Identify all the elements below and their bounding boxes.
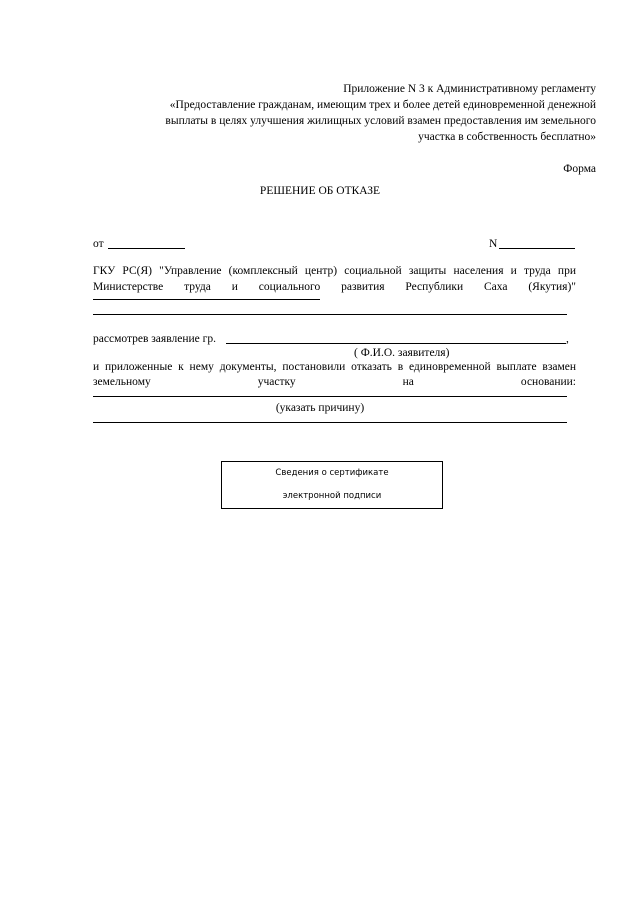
number-field-line [499, 248, 575, 249]
document-title: РЕШЕНИЕ ОБ ОТКАЗЕ [259, 185, 381, 197]
applicant-prefix: рассмотрев заявление гр. [93, 333, 216, 345]
date-field-line [108, 248, 185, 249]
blank-line-3 [93, 422, 567, 423]
org-line-2: Министерстве труда и социального развития Республики Саха (Якутия)" [93, 281, 576, 293]
form-label: Форма [563, 163, 596, 175]
header-line-3: выплаты в целях улучшения жилищных условий взамен предоставления им земельного [165, 115, 596, 127]
header-line-4: участка в собственность бесплатно» [418, 131, 596, 143]
signature-certificate-box [221, 461, 443, 509]
blank-line-1 [93, 314, 567, 315]
org-underline [93, 299, 320, 300]
applicant-suffix: , [566, 333, 569, 345]
date-prefix: от [93, 238, 104, 250]
signature-box-line-1: Сведения о сертификате [275, 468, 389, 478]
applicant-hint: ( Ф.И.О. заявителя) [354, 347, 450, 359]
signature-box-line-2: электронной подписи [282, 491, 382, 501]
number-prefix: N [489, 238, 498, 250]
decision-line-1: и приложенные к нему документы, постановили отказать в единовременной выплате взамен [93, 361, 576, 373]
decision-line-2: земельному участку на основании: [93, 376, 576, 388]
header-line-1: Приложение N 3 к Административному регламенту [343, 83, 596, 95]
blank-line-2 [93, 396, 567, 397]
applicant-name-line [226, 343, 566, 344]
org-line-1: ГКУ РС(Я) "Управление (комплексный центр) социальной защиты населения и труда при [93, 265, 576, 277]
reason-hint: (указать причину) [275, 402, 365, 414]
header-line-2: «Предоставление гражданам, имеющим трех и более детей единовременной денежной [169, 99, 596, 111]
